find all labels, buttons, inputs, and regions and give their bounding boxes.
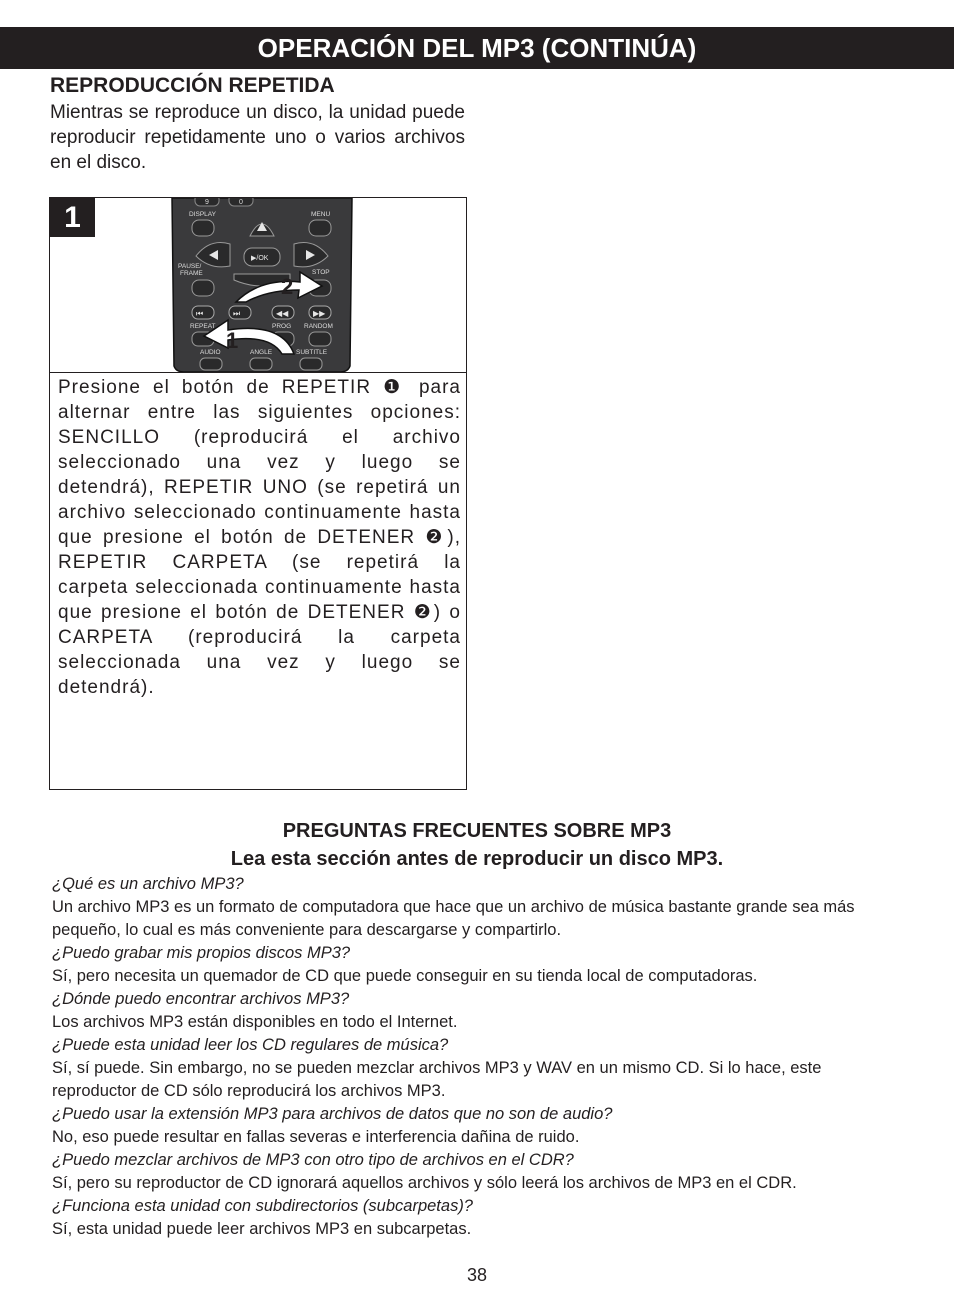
label-prog: PROG <box>272 323 292 330</box>
callout-2-label: 2 <box>281 274 294 299</box>
label-angle: ANGLE <box>250 349 273 356</box>
faq-answer: Sí, pero su reproductor de CD ignorará aquellos archivos y sólo leerá los archivos de MP3 en el CDR. <box>52 1174 797 1192</box>
next-icon: ⏭ <box>233 309 241 318</box>
faq-question: ¿Puedo usar la extensión MP3 para archivos de datos que no son de audio? <box>52 1105 613 1123</box>
label-random: RANDOM <box>304 323 333 330</box>
faq-list <box>52 873 902 1241</box>
faq-title: PREGUNTAS FRECUENTES SOBRE MP3 <box>282 820 672 842</box>
audio-button <box>200 358 222 370</box>
faq-answer: Sí, pero necesita un quemador de CD que puede conseguir en su tienda local de computadoras. <box>52 967 758 985</box>
step-number-badge: 1 <box>50 198 95 237</box>
faq-answer: Sí, sí puede. Sin embargo, no se pueden mezclar archivos MP3 y WAV en un mismo CD. Si lo hace, este reproductor de CD sólo reproducirá los archivos MP3. <box>52 1059 822 1100</box>
page-header <box>0 27 954 69</box>
step-illustration-panel <box>50 198 466 373</box>
label-play-ok: ▶/OK <box>251 255 269 262</box>
step-box <box>49 197 467 790</box>
section-title-repeat: REPRODUCCIÓN REPETIDA <box>50 74 335 97</box>
prev-icon: ⏮ <box>196 309 204 318</box>
display-button <box>192 220 214 236</box>
menu-button <box>309 220 331 236</box>
intro-paragraph: Mientras se reproduce un disco, la unidad puede reproducir repetidamente uno o varios archivos en el disco. <box>50 102 465 173</box>
angle-button <box>250 358 272 370</box>
label-0: 0 <box>239 199 243 206</box>
callout-1-label: 1 <box>226 328 239 353</box>
forward-icon: ▶▶ <box>313 309 326 318</box>
pause-frame-button <box>192 280 214 296</box>
label-pause-frame-1: PAUSE/ <box>178 263 202 270</box>
label-subtitle: SUBTITLE <box>296 349 328 356</box>
faq-answer: Un archivo MP3 es un formato de computadora que hace que un archivo de música bastante grande sea más pequeño, lo cual es más conveniente para descargarse y compartirlo. <box>52 898 855 939</box>
label-9: 9 <box>205 199 209 206</box>
page-number: 38 <box>466 1265 488 1285</box>
faq-question: ¿Qué es un archivo MP3? <box>52 875 244 893</box>
faq-question: ¿Puede esta unidad leer los CD regulares de música? <box>52 1036 449 1054</box>
faq-answer: No, eso puede resultar en fallas severas e interferencia dañina de ruido. <box>52 1128 580 1146</box>
faq-question: ¿Dónde puedo encontrar archivos MP3? <box>52 990 350 1008</box>
faq-question: ¿Puedo mezclar archivos de MP3 con otro tipo de archivos en el CDR? <box>52 1151 574 1169</box>
random-button <box>309 332 331 346</box>
page-title: OPERACIÓN DEL MP3 (CONTINÚA) <box>257 33 697 63</box>
subtitle-button <box>300 358 322 370</box>
rewind-icon: ◀◀ <box>276 309 289 318</box>
faq-question: ¿Funciona esta unidad con subdirectorios (subcarpetas)? <box>52 1197 473 1215</box>
label-stop: STOP <box>312 269 330 276</box>
label-menu: MENU <box>311 211 331 218</box>
label-repeat: REPEAT <box>190 323 216 330</box>
faq-answer: Los archivos MP3 están disponibles en todo el Internet. <box>52 1013 458 1031</box>
label-audio: AUDIO <box>200 349 221 356</box>
faq-subtitle: Lea esta sección antes de reproducir un disco MP3. <box>230 848 724 870</box>
faq-question: ¿Puedo grabar mis propios discos MP3? <box>52 944 351 962</box>
label-display: DISPLAY <box>189 211 216 218</box>
faq-answer: Sí, esta unidad puede leer archivos MP3 en subcarpetas. <box>52 1220 472 1238</box>
remote-control-illustration <box>170 198 354 372</box>
label-pause-frame-2: FRAME <box>180 270 203 277</box>
step-instruction: Presione el botón de REPETIR ❶ para alternar entre las siguientes opciones: SENCILLO (reproducirá el archivo seleccionado una vez y luego se detendrá), REPETIR UNO (se repetirá un archivo seleccionado continuamente hasta que presione el botón de DETENER ❷), REPETIR CARPETA (se repetirá la carpeta seleccionada continuamente hasta que presione el botón de DETENER ❷) o CARPETA (reproducirá la carpeta seleccionada una vez y luego se detendrá). <box>58 377 461 698</box>
